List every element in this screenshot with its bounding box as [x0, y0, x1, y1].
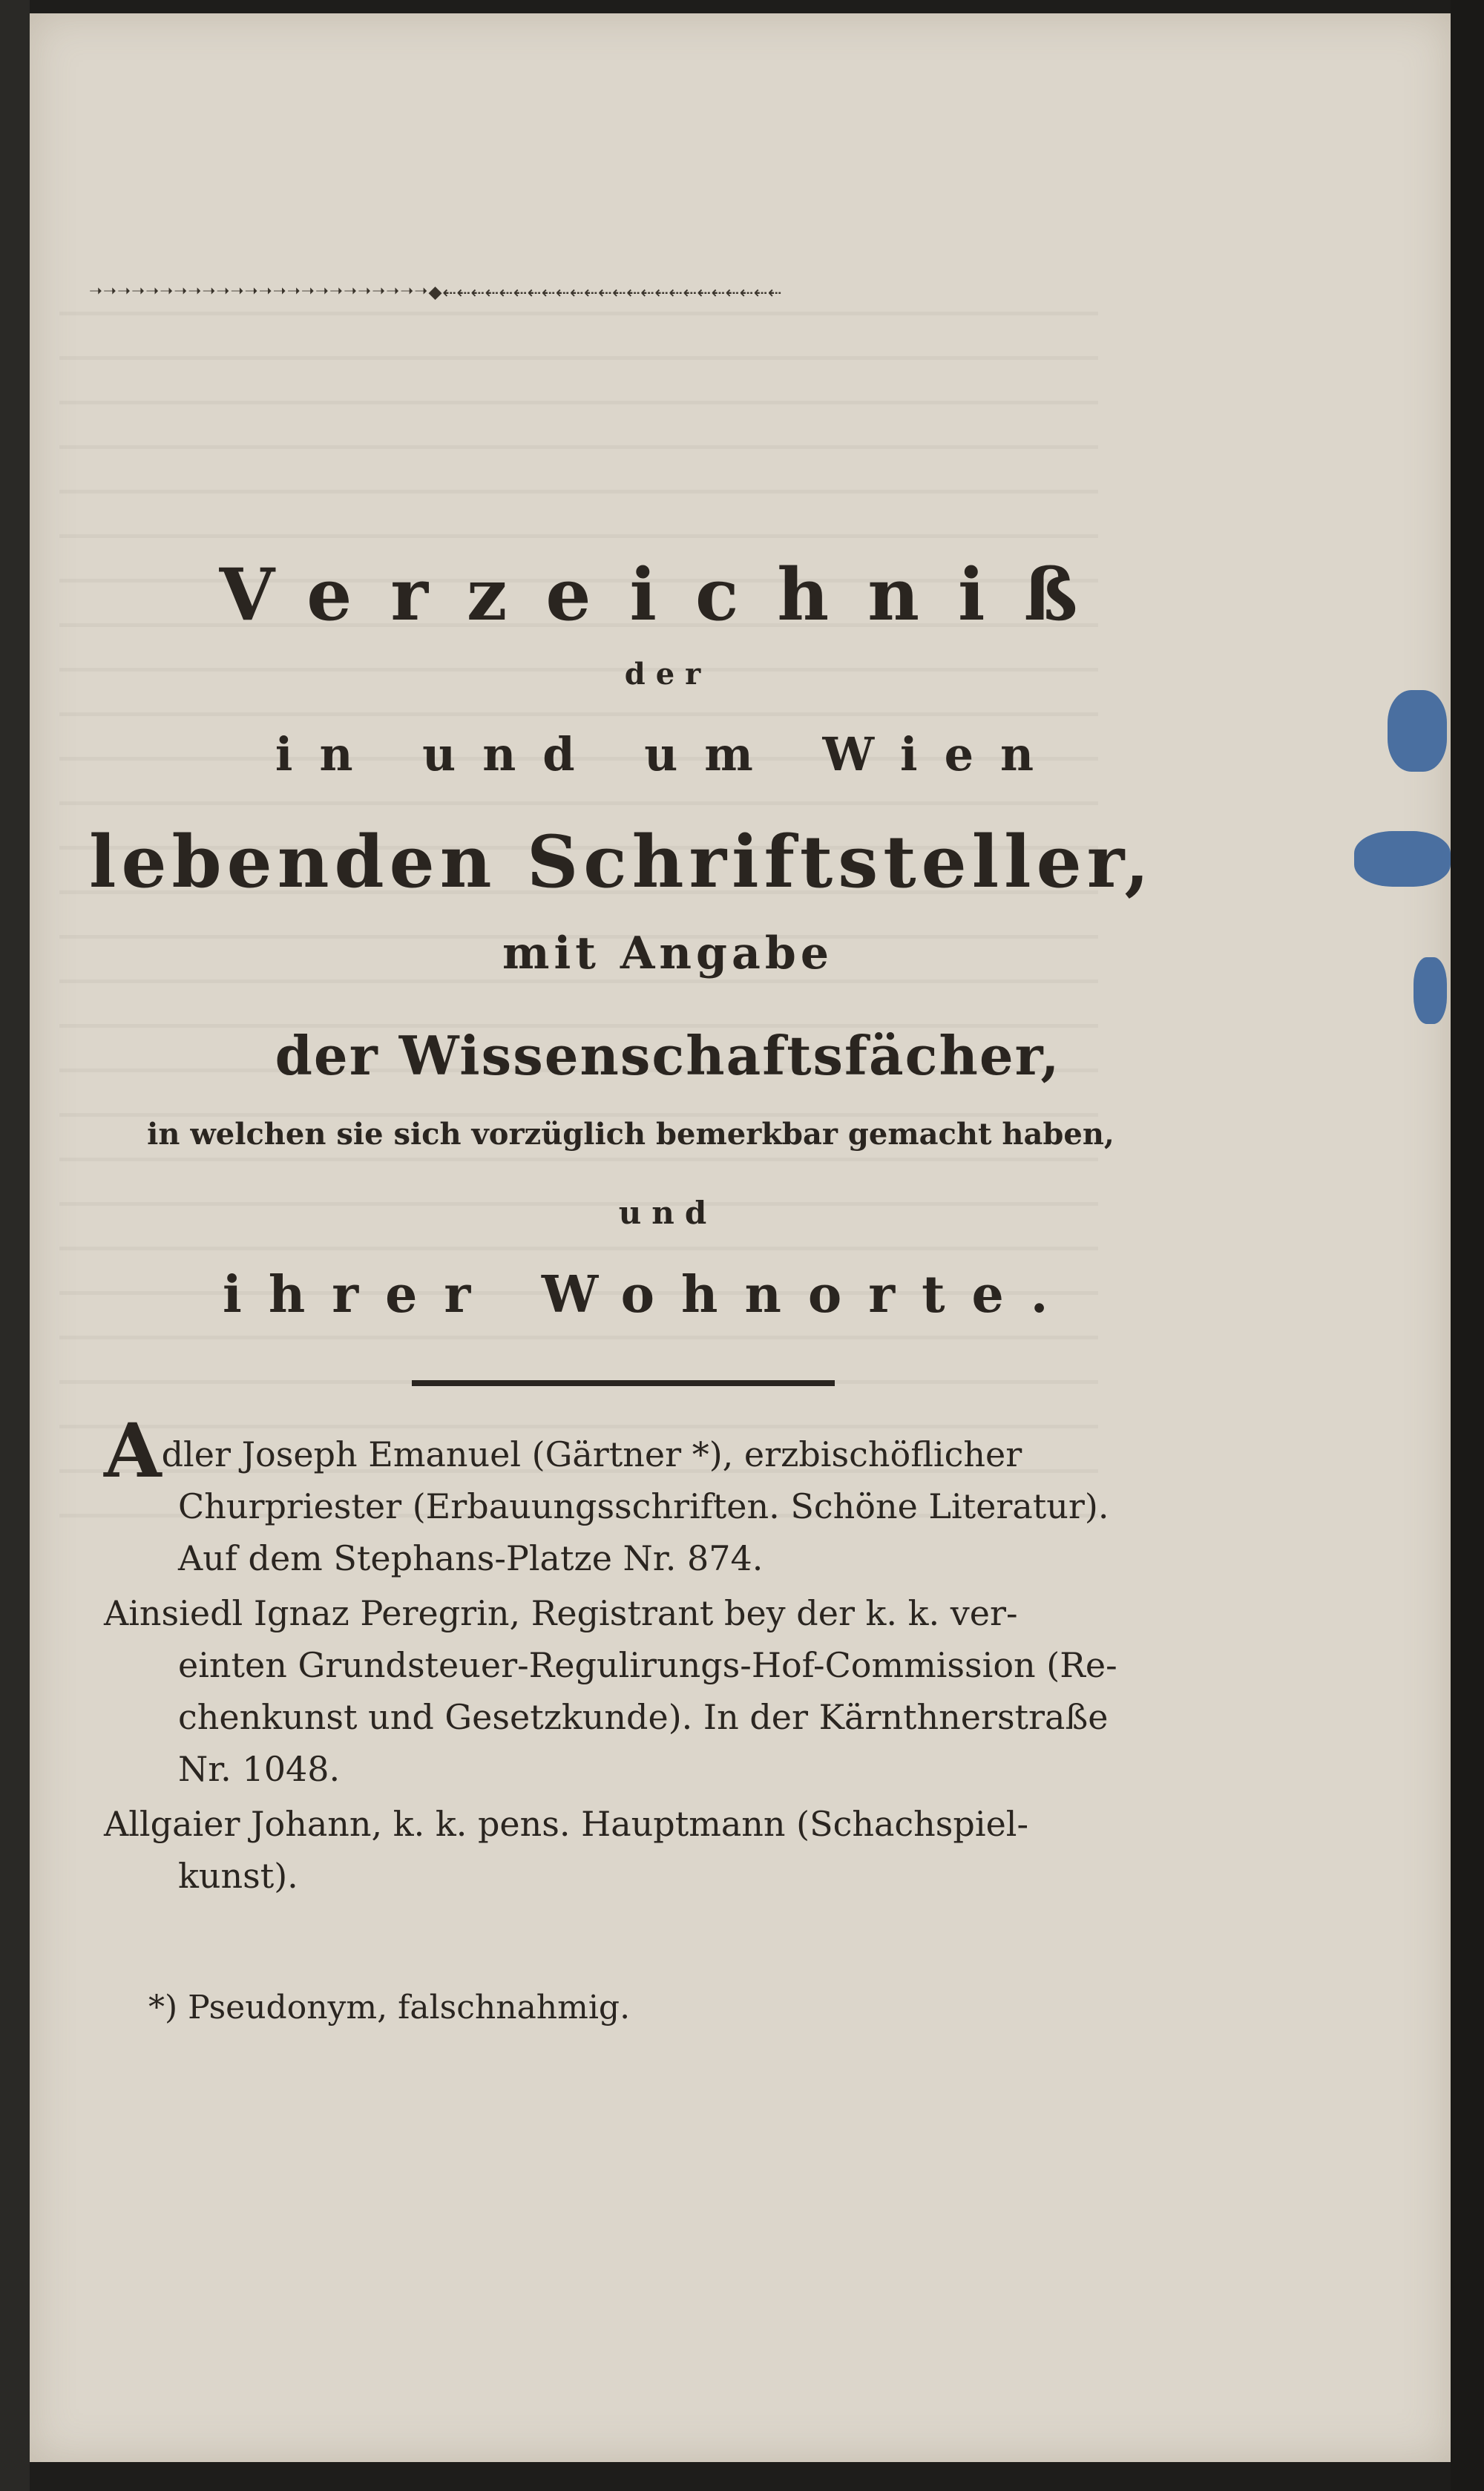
entry-adler — [104, 1407, 1165, 1584]
entry-line: Auf dem Stephans-Platze Nr. 874. — [178, 1538, 764, 1578]
entry-line: Nr. 1048. — [178, 1749, 341, 1789]
ink-blot-mark — [1388, 690, 1447, 772]
entry-line: chenkunst und Gesetzkunde). In der Kärnthnerstraße — [178, 1697, 1109, 1737]
entry-line: dler Joseph Emanuel (Gärtner *), erzbischöflicher — [161, 1434, 1022, 1474]
book-spine-edge — [0, 0, 30, 2491]
title-in-welchen: in welchen sie sich vorzüglich bemerkbar gemacht haben, — [147, 1117, 1114, 1152]
footnote: *) Pseudonym, falschnahmig. — [148, 1989, 631, 2026]
title-der: der — [624, 657, 712, 692]
ink-blot-mark — [1354, 831, 1451, 887]
entry-list — [104, 1407, 1165, 1905]
title-ihrer-wohnorte: ihrer Wohnorte. — [223, 1265, 1075, 1325]
ink-blot-mark — [1414, 957, 1447, 1024]
entry-line: Allgaier Johann, k. k. pens. Hauptmann (Schachspiel- — [104, 1804, 1029, 1844]
title-wissenschaftsfaecher: der Wissenschaftsfächer, — [275, 1024, 1061, 1087]
title-in-und-um-wien: in und um Wien — [275, 727, 1061, 781]
entry-ainsiedl — [104, 1587, 1165, 1795]
title-verzeichniss: Verzeichniß — [219, 553, 1117, 637]
title-mit-angabe: mit Angabe — [502, 928, 833, 979]
title-und: und — [618, 1195, 718, 1231]
entry-line: kunst). — [178, 1856, 298, 1896]
ornamental-rule: ➝➝➝➝➝➝➝➝➝➝➝➝➝➝➝➝➝➝➝➝➝➝➝➝◆⇠⇠⇠⇠⇠⇠⇠⇠⇠⇠⇠⇠⇠⇠⇠⇠⇠⇠⇠⇠⇠⇠⇠⇠ — [89, 279, 783, 305]
entry-line: Churpriester (Erbauungsschriften. Schöne Literatur). — [178, 1486, 1109, 1526]
entry-line: einten Grundsteuer-Regulirungs-Hof-Commission (Re- — [178, 1645, 1117, 1685]
title-lebenden-schriftsteller: lebenden Schriftsteller, — [89, 820, 1155, 904]
drop-cap: A — [104, 1407, 162, 1494]
horizontal-divider — [412, 1380, 835, 1386]
page-edge-shadow — [1451, 0, 1484, 2491]
entry-allgaier — [104, 1798, 1165, 1902]
entry-line: Ainsiedl Ignaz Peregrin, Registrant bey der k. k. ver- — [104, 1593, 1018, 1633]
